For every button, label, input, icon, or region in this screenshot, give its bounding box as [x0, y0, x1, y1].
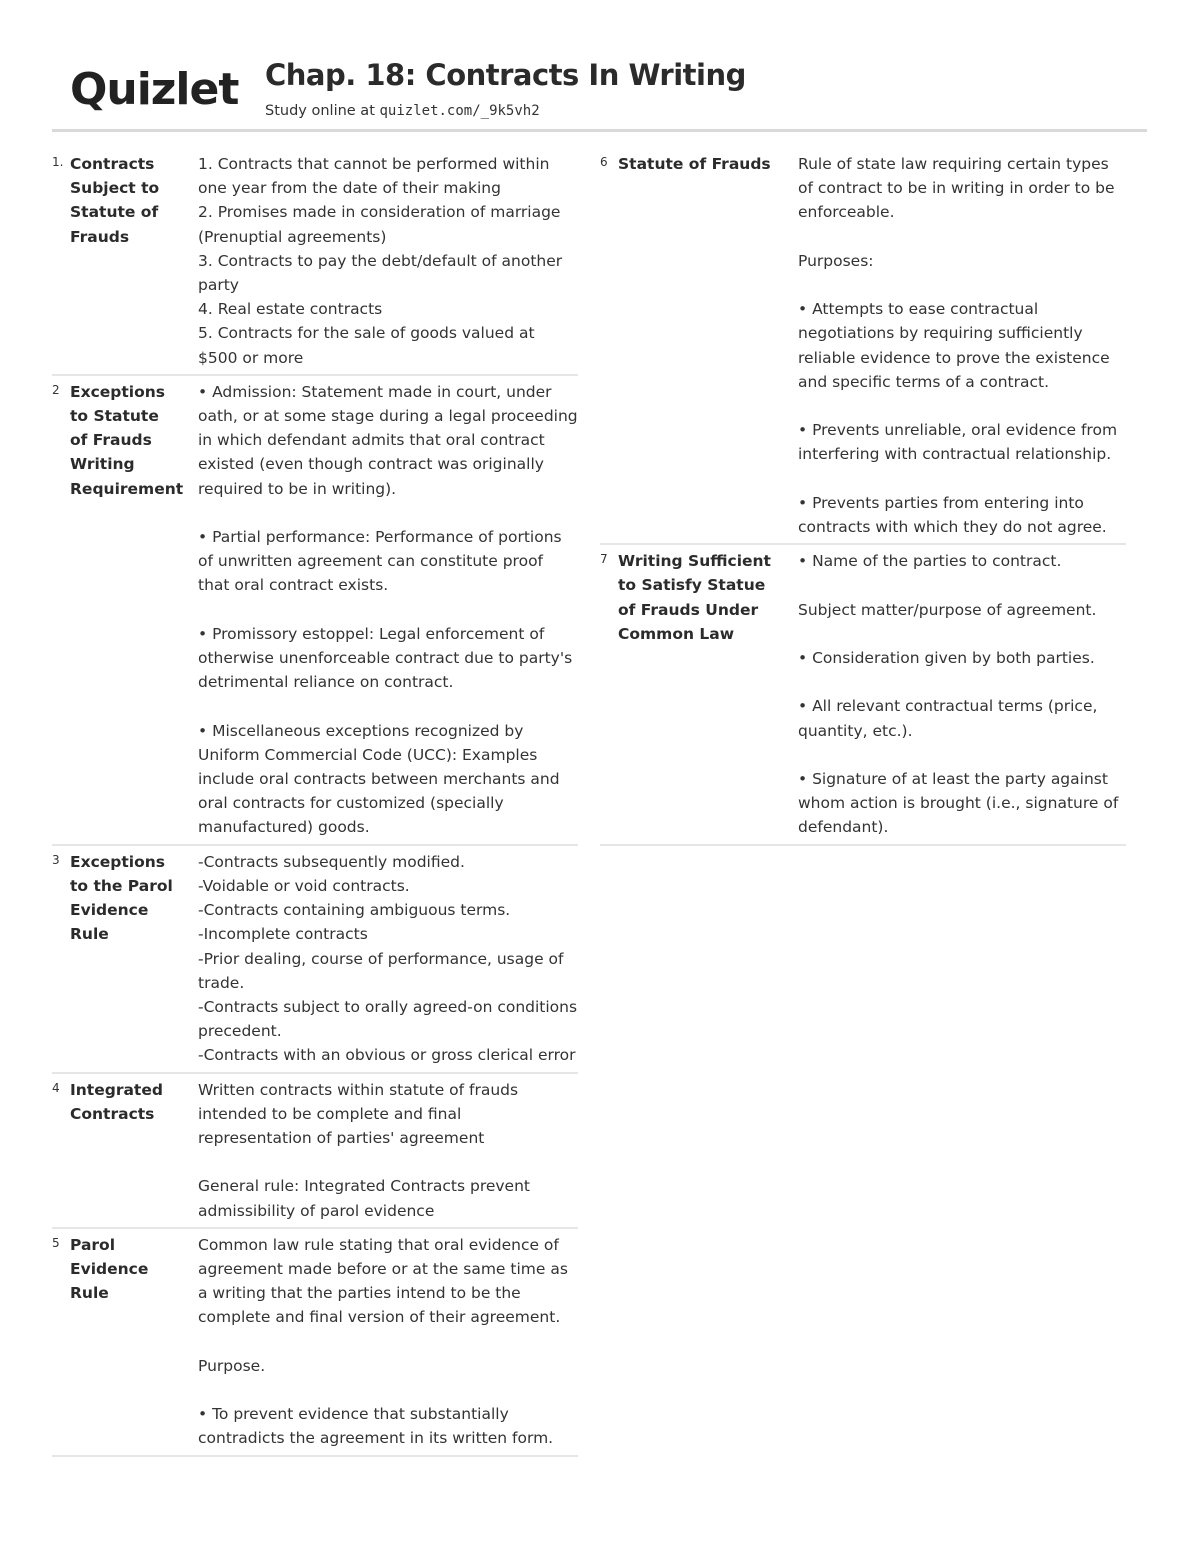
- page-title: Chap. 18: Contracts In Writing: [265, 58, 746, 92]
- card-number: 3: [52, 852, 60, 867]
- page-header: [0, 0, 1200, 140]
- quizlet-logo[interactable]: Quizlet: [70, 64, 239, 115]
- card-term: Exceptions to Statute of Frauds Writing Requirement: [70, 382, 184, 498]
- card-definition: Common law rule stating that oral evidence of agreement made before or at the same time as a writing that the parties intend to be the complete and final version of their agreement. Purpose. • To prevent evidence that substantially contradicts the agreement in its written form.: [198, 1235, 568, 1448]
- card-number: 6: [600, 155, 608, 169]
- flashcard-row: [600, 545, 1126, 845]
- card-number: 4: [52, 1080, 60, 1095]
- card-number: 5: [52, 1235, 60, 1250]
- study-url-link[interactable]: quizlet.com/_9k5vh2: [379, 103, 540, 119]
- card-term: Statute of Frauds: [618, 155, 771, 173]
- card-number: 7: [600, 552, 608, 567]
- card-number: 2: [52, 382, 60, 397]
- flashcard-row: [52, 376, 578, 846]
- flashcard-row: [52, 1074, 578, 1229]
- card-number: 1.: [52, 155, 64, 169]
- header-divider: [52, 129, 1147, 132]
- card-term: Parol Evidence Rule: [70, 1235, 149, 1303]
- study-online-line: [265, 103, 540, 119]
- card-term: Writing Sufficient to Satisfy Statue of Frauds Under Common Law: [618, 552, 771, 643]
- left-column: [52, 148, 578, 1457]
- study-online-label: Study online at: [265, 103, 380, 119]
- flashcard-row: [52, 148, 578, 376]
- card-term: Contracts Subject to Statute of Frauds: [70, 155, 160, 246]
- card-definition: Rule of state law requiring certain types of contract to be in writing in order to be enforceable. Purposes: • Attempts to ease contractual negotiations by requiring sufficiently reliable evidence to prove the existence and specific terms of a contract. • Prevents unreliable, oral evidence from interfering with contractual relationship. • Prevents parties from entering into contracts with which they do not agree.: [798, 155, 1118, 537]
- flashcard-row: [52, 1229, 578, 1457]
- right-column: [600, 148, 1126, 846]
- card-term: Integrated Contracts: [70, 1080, 163, 1123]
- card-term: Exceptions to the Parol Evidence Rule: [70, 852, 173, 944]
- flashcard-row: [52, 846, 578, 1074]
- card-definition: • Admission: Statement made in court, under oath, or at some stage during a legal proceeding in which defendant admits that oral contract existed (even though contract was originally required to be in writing). • Partial performance: Performance of portions of unwritten agreement can constitute proof that oral contract exists. • Promissory estoppel: Legal enforcement of otherwise unenforceable contract due to party's detrimental reliance on contract. • Miscellaneous exceptions recognized by Uniform Commercial Code (UCC): Examples include oral contracts between merchants and oral contracts for customized (specially manufactured) goods.: [198, 382, 578, 837]
- card-definition: Written contracts within statute of frauds intended to be complete and final representation of parties' agreement General rule: Integrated Contracts prevent admissibility of parol evidence: [198, 1080, 530, 1220]
- flashcard-row: [600, 148, 1126, 545]
- card-definition: 1. Contracts that cannot be performed within one year from the date of their making 2. Promises made in consideration of marriage (Prenuptial agreements) 3. Contracts to pay the debt/default of another party 4. Real estate contracts 5. Contracts for the sale of goods valued at $500 or more: [198, 155, 563, 367]
- card-definition: • Name of the parties to contract. Subject matter/purpose of agreement. • Consideration given by both parties. • All relevant contractual terms (price, quantity, etc.). • Signature of at least the party against whom action is brought (i.e., signature of defendant).: [798, 552, 1119, 837]
- card-definition: -Contracts subsequently modified. -Voidable or void contracts. -Contracts containing ambiguous terms. -Incomplete contracts -Prior dealing, course of performance, usage of trade. -Contracts subject to orally agreed-on conditions precedent. -Contracts with an obvious or gross clerical error: [198, 852, 578, 1065]
